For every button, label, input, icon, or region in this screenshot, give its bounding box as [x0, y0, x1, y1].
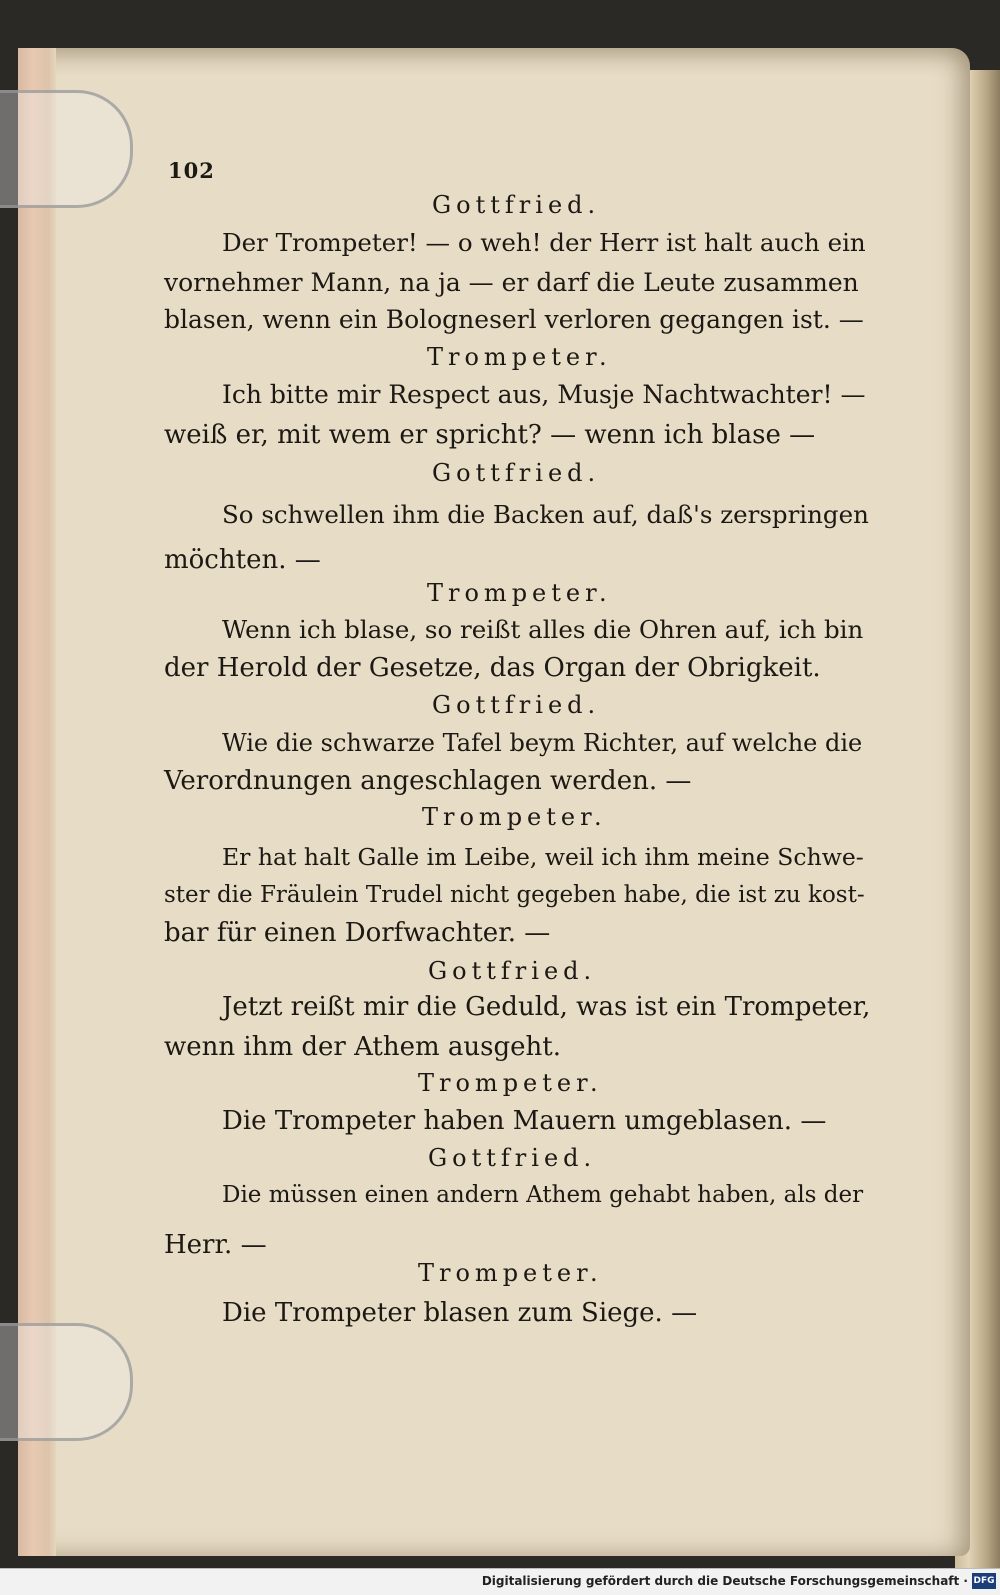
- speaker-heading: Trompeter.: [427, 579, 612, 607]
- speaker-heading: Trompeter.: [422, 803, 607, 831]
- speaker-heading: Trompeter.: [427, 343, 612, 371]
- text-line: Der Trompeter! — o weh! der Herr ist halt auch ein: [222, 228, 866, 257]
- speaker-heading: Trompeter.: [418, 1259, 603, 1287]
- text-line: Er hat halt Galle im Leibe, weil ich ihm meine Schwe-: [222, 843, 864, 871]
- speaker-heading: Gottfried.: [432, 191, 601, 219]
- speaker-heading: Gottfried.: [428, 1144, 597, 1172]
- text-line: vornehmer Mann, na ja — er darf die Leute zusammen: [164, 268, 859, 297]
- text-line: bar für einen Dorfwachter. —: [164, 918, 551, 948]
- speaker-heading: Gottfried.: [428, 957, 597, 985]
- text-line: blasen, wenn ein Bologneserl verloren gegangen ist. —: [164, 305, 864, 334]
- text-line: So schwellen ihm die Backen auf, daß's zerspringen: [222, 500, 869, 529]
- text-line: weiß er, mit wem er spricht? — wenn ich blase —: [164, 420, 816, 450]
- text-line: Wie die schwarze Tafel beym Richter, auf welche die: [222, 729, 863, 757]
- text-line: der Herold der Gesetze, das Organ der Obrigkeit.: [164, 653, 821, 683]
- speaker-heading: Gottfried.: [432, 459, 601, 487]
- page-number: 102: [168, 158, 215, 183]
- text-line: Verordnungen angeschlagen werden. —: [164, 766, 692, 796]
- text-line: Die Trompeter haben Mauern umgeblasen. —: [222, 1106, 827, 1136]
- text-line: möchten. —: [164, 545, 321, 575]
- funding-credit: Digitalisierung gefördert durch die Deutsche Forschungsgemeinschaft ·: [481, 1574, 968, 1588]
- footer-bar: [0, 1568, 1000, 1595]
- text-line: Jetzt reißt mir die Geduld, was ist ein Trompeter,: [222, 992, 871, 1022]
- text-line: Ich bitte mir Respect aus, Musje Nachtwachter! —: [222, 380, 866, 409]
- text-line: Die Trompeter blasen zum Siege. —: [222, 1298, 698, 1328]
- speaker-heading: Trompeter.: [418, 1069, 603, 1097]
- text-line: Wenn ich blase, so reißt alles die Ohren auf, ich bin: [222, 615, 864, 644]
- text-line: Die müssen einen andern Athem gehabt haben, als der: [222, 1182, 864, 1208]
- dfg-logo[interactable]: DFG: [972, 1573, 996, 1589]
- text-line: wenn ihm der Athem ausgeht.: [164, 1032, 561, 1062]
- text-line: ster die Fräulein Trudel nicht gegeben habe, die ist zu kost-: [164, 882, 865, 908]
- speaker-heading: Gottfried.: [432, 691, 601, 719]
- text-line: Herr. —: [164, 1230, 267, 1260]
